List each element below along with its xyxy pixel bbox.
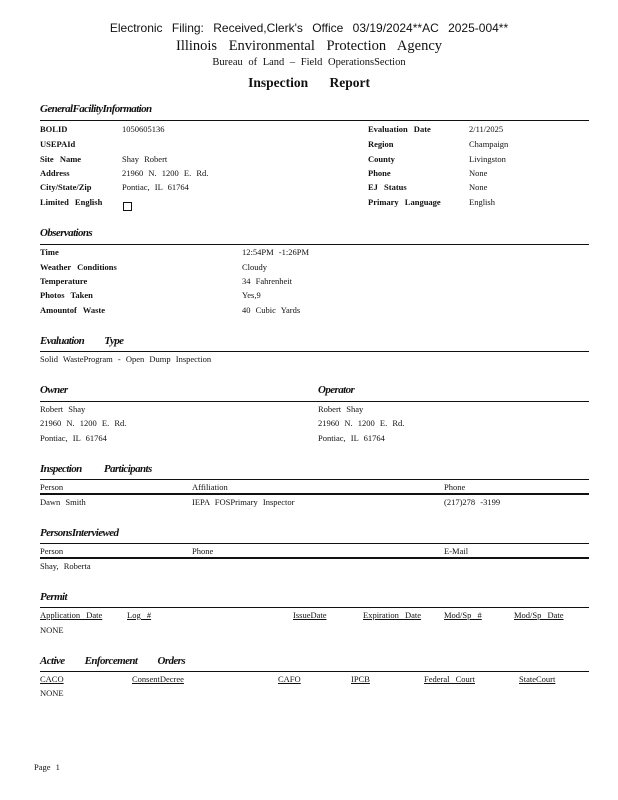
bolid-label: BOLID [40,124,68,134]
evaluation-date-label: Evaluation Date [368,124,431,134]
bureau-name: Bureau of Land – Field OperationsSection [212,57,406,68]
photos-label: Photos Taken [40,290,93,300]
enforcement-value: NONE [40,688,64,698]
participants-phone-header: Phone [444,482,466,492]
enforcement-state-court-header: StateCourt [519,674,556,684]
section-rule [40,607,589,608]
primary-language-label: Primary Language [368,197,441,207]
page-number: Page 1 [34,762,60,772]
general-section-title: GeneralFacilityInformation [40,103,152,115]
section-rule [40,120,589,121]
enforcement-federal-court-header: Federal Court [424,674,475,684]
section-rule [40,401,589,402]
enforcement-cafo-header: CAFO [278,674,301,684]
interviewed-section-title: PersonsInterviewed [40,527,119,539]
permit-value: NONE [40,625,64,635]
enforcement-caco-header: CACO [40,674,64,684]
waste-amount-value: 40 Cubic Yards [242,305,301,315]
city-state-zip-value: Pontiac, IL 61764 [122,182,189,192]
permit-section-title: Permit [40,591,67,603]
owner-name: Robert Shay [40,404,86,414]
site-name-label: Site Name [40,154,82,164]
time-value: 12:54PM -1:26PM [242,247,309,257]
city-state-zip-label: City/State/Zip [40,182,92,192]
agency-name: Illinois Environmental Protection Agency [175,38,443,54]
permit-application-date-header: Application Date [40,610,103,620]
site-name-value: Shay Robert [122,154,168,164]
owner-city: Pontiac, IL 61764 [40,433,107,443]
section-rule [40,244,589,245]
permit-modsp-date-header: Mod/Sp Date [514,610,564,620]
enforcement-ipcb-header: IPCB [351,674,370,684]
phone-value: None [469,168,488,178]
observations-section-title: Observations [40,227,93,239]
section-rule [40,351,589,352]
county-label: County [368,154,395,164]
section-rule [40,671,589,672]
ej-status-label: EJ Status [368,182,407,192]
section-rule [40,479,589,480]
county-value: Livingston [469,154,506,164]
address-label: Address [40,168,70,178]
interviewed-person-header: Person [40,546,64,556]
header-rule [40,493,589,495]
section-rule [40,543,589,544]
owner-section-title: Owner [40,384,68,396]
permit-issue-date-header: IssueDate [293,610,327,620]
evaluation-date-value: 2/11/2025 [469,124,504,134]
report-title: Inspection Report [248,75,370,90]
phone-label: Phone [368,168,391,178]
interviewed-email-header: E-Mail [444,546,469,556]
enforcement-section-title: Active Enforcement Orders [40,655,186,667]
operator-address: 21960 N. 1200 E. Rd. [318,418,405,428]
permit-expiration-date-header: Expiration Date [363,610,422,620]
evaluation-type-value: Solid WasteProgram - Open Dump Inspection [40,354,212,364]
operator-name: Robert Shay [318,404,364,414]
region-value: Champaign [469,139,509,149]
operator-city: Pontiac, IL 61764 [318,433,385,443]
participants-person-header: Person [40,482,64,492]
temperature-value: 34 Fahrenheit [242,276,292,286]
weather-value: Cloudy [242,262,268,272]
limited-english-label: Limited English [40,197,103,207]
weather-label: Weather Conditions [40,262,117,272]
participants-affiliation-header: Affiliation [192,482,228,492]
participant-phone: (217)278 -3199 [444,497,501,507]
enforcement-consent-decree-header: ConsentDecree [132,674,184,684]
permit-modsp-number-header: Mod/Sp # [444,610,482,620]
participant-affiliation: IEPA FOSPrimary Inspector [192,497,295,507]
usepaid-label: USEPAId [40,139,76,149]
operator-section-title: Operator [318,384,355,396]
temperature-label: Temperature [40,276,88,286]
photos-value: Yes,9 [242,290,261,300]
interviewed-person: Shay, Roberta [40,561,91,571]
participant-person: Dawn Smith [40,497,86,507]
evaluation-type-section-title: Evaluation Type [40,335,124,347]
waste-amount-label: Amountof Waste [40,305,105,315]
bolid-value: 1050605136 [122,124,165,134]
interviewed-phone-header: Phone [192,546,214,556]
owner-address: 21960 N. 1200 E. Rd. [40,418,127,428]
address-value: 21960 N. 1200 E. Rd. [122,168,209,178]
ej-status-value: None [469,182,488,192]
participants-section-title: Inspection Participants [40,463,152,475]
limited-english-checkbox [123,198,132,216]
time-label: Time [40,247,59,257]
primary-language-value: English [469,197,495,207]
header-rule [40,557,589,559]
region-label: Region [368,139,394,149]
permit-log-header: Log # [127,610,152,620]
filing-stamp: Electronic Filing: Received,Clerk's Office 03/19/2024**AC 2025-004** [109,21,509,35]
